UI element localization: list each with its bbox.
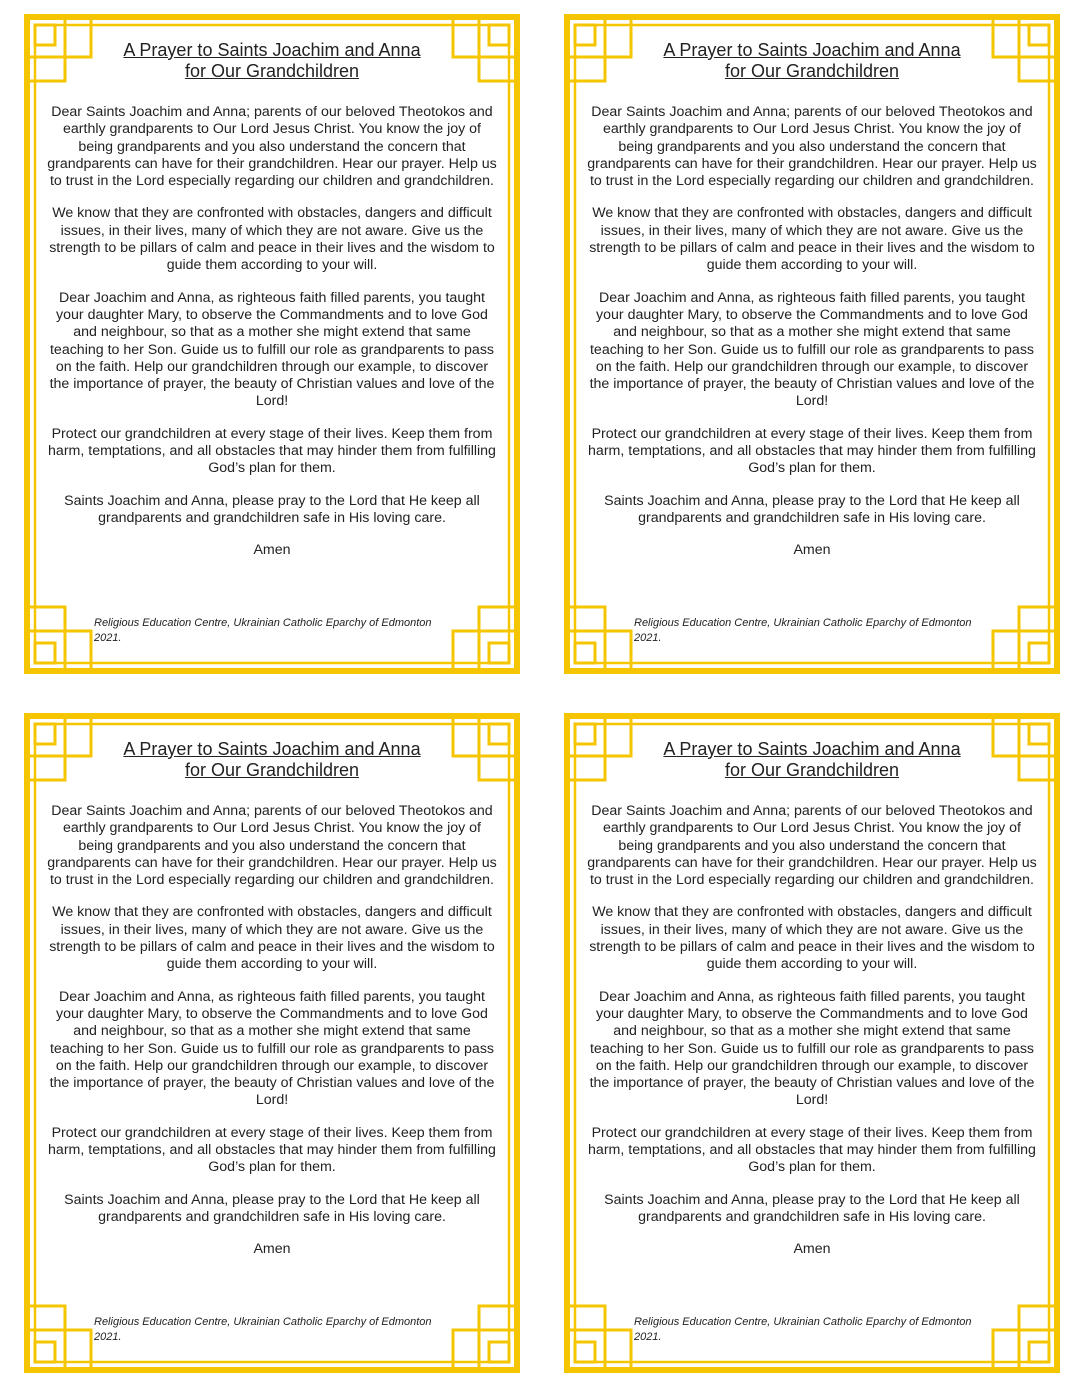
card-content [46,40,498,674]
prayer-body [46,803,498,1259]
title-line-2: for Our Grandchildren [184,760,360,780]
prayer-paragraph: Dear Saints Joachim and Anna; parents of our beloved Theotokos and earthly grandparents to Our Lord Jesus Christ. You know the joy of being grandparents and you also understand the concern that grandparents can have for their grandchildren. Hear our prayer. Help us to trust in the Lord especially regarding our children and grandchildren. [47,803,497,889]
prayer-paragraph: Protect our grandchildren at every stage of their lives. Keep them from harm, temptations, and all obstacles that may hinder them from fulfilling God’s plan for them. [48,425,496,477]
prayer-paragraph: Dear Joachim and Anna, as righteous faith filled parents, you taught your daughter Mary, to observe the Commandments and to love God and neighbour, so that as a mother she might extend that same teaching to her Son. Guide us to fulfill our role as grandparents to pass on the faith. Help our grandchildren through our example, to discover the importance of prayer, the beauty of Christian values and love of the Lord! [49,988,495,1109]
prayer-paragraph: Dear Saints Joachim and Anna; parents of our beloved Theotokos and earthly grandparents to Our Lord Jesus Christ. You know the joy of being grandparents and you also understand the concern that grandparents can have for their grandchildren. Hear our prayer. Help us to trust in the Lord especially regarding our children and grandchildren. [587,803,1037,889]
prayer-paragraph: Dear Saints Joachim and Anna; parents of our beloved Theotokos and earthly grandparents to Our Lord Jesus Christ. You know the joy of being grandparents and you also understand the concern that grandparents can have for their grandchildren. Hear our prayer. Help us to trust in the Lord especially regarding our children and grandchildren. [587,104,1037,190]
prayer-title [642,40,982,82]
card-content [586,40,1038,674]
prayer-card-1 [24,14,520,674]
card-content [586,739,1038,1373]
prayer-paragraph: Protect our grandchildren at every stage of their lives. Keep them from harm, temptations, and all obstacles that may hinder them from fulfilling God’s plan for them. [588,425,1036,477]
prayer-closing: Amen [793,542,831,559]
prayer-closing: Amen [793,1241,831,1258]
prayer-paragraph: We know that they are confronted with obstacles, dangers and difficult issues, in their lives, many of which they are not aware. Give us the strength to be pillars of calm and peace in their lives and the wisdom to guide them according to your will. [49,205,495,274]
credit-line: Religious Education Centre, Ukrainian Catholic Eparchy of Edmonton 2021. [634,1316,972,1343]
prayer-title [102,40,442,82]
prayer-body [586,104,1038,560]
prayer-paragraph: Protect our grandchildren at every stage of their lives. Keep them from harm, temptations, and all obstacles that may hinder them from fulfilling God’s plan for them. [588,1124,1036,1176]
title-line-1: A Prayer to Saints Joachim and Anna [663,40,961,60]
prayer-paragraph: Protect our grandchildren at every stage of their lives. Keep them from harm, temptations, and all obstacles that may hinder them from fulfilling God’s plan for them. [48,1124,496,1176]
prayer-paragraph: Dear Joachim and Anna, as righteous faith filled parents, you taught your daughter Mary, to observe the Commandments and to love God and neighbour, so that as a mother she might extend that same teaching to her Son. Guide us to fulfill our role as grandparents to pass on the faith. Help our grandchildren through our example, to discover the importance of prayer, the beauty of Christian values and love of the Lord! [49,289,495,410]
prayer-closing: Amen [253,1241,291,1258]
prayer-paragraph: Dear Joachim and Anna, as righteous faith filled parents, you taught your daughter Mary, to observe the Commandments and to love God and neighbour, so that as a mother she might extend that same teaching to her Son. Guide us to fulfill our role as grandparents to pass on the faith. Help our grandchildren through our example, to discover the importance of prayer, the beauty of Christian values and love of the Lord! [589,289,1035,410]
credit-line: Religious Education Centre, Ukrainian Catholic Eparchy of Edmonton 2021. [94,617,432,644]
title-line-2: for Our Grandchildren [724,760,900,780]
title-line-2: for Our Grandchildren [724,61,900,81]
prayer-card-2 [564,14,1060,674]
prayer-card-4 [564,713,1060,1373]
prayer-title [642,739,982,781]
prayer-paragraph: Saints Joachim and Anna, please pray to the Lord that He keep all grandparents and grandchildren safe in His loving care. [604,492,1020,526]
prayer-paragraph: Saints Joachim and Anna, please pray to the Lord that He keep all grandparents and grandchildren safe in His loving care. [604,1191,1020,1225]
title-line-1: A Prayer to Saints Joachim and Anna [123,40,421,60]
credit-line: Religious Education Centre, Ukrainian Catholic Eparchy of Edmonton 2021. [94,1316,432,1343]
card-content [46,739,498,1373]
prayer-body [46,104,498,560]
prayer-paragraph: We know that they are confronted with obstacles, dangers and difficult issues, in their lives, many of which they are not aware. Give us the strength to be pillars of calm and peace in their lives and the wisdom to guide them according to your will. [49,904,495,973]
prayer-paragraph: Dear Joachim and Anna, as righteous faith filled parents, you taught your daughter Mary, to observe the Commandments and to love God and neighbour, so that as a mother she might extend that same teaching to her Son. Guide us to fulfill our role as grandparents to pass on the faith. Help our grandchildren through our example, to discover the importance of prayer, the beauty of Christian values and love of the Lord! [589,988,1035,1109]
prayer-paragraph: We know that they are confronted with obstacles, dangers and difficult issues, in their lives, many of which they are not aware. Give us the strength to be pillars of calm and peace in their lives and the wisdom to guide them according to your will. [589,904,1035,973]
prayer-title [102,739,442,781]
title-line-2: for Our Grandchildren [184,61,360,81]
prayer-card-3 [24,713,520,1373]
prayer-paragraph: We know that they are confronted with obstacles, dangers and difficult issues, in their lives, many of which they are not aware. Give us the strength to be pillars of calm and peace in their lives and the wisdom to guide them according to your will. [589,205,1035,274]
prayer-paragraph: Dear Saints Joachim and Anna; parents of our beloved Theotokos and earthly grandparents to Our Lord Jesus Christ. You know the joy of being grandparents and you also understand the concern that grandparents can have for their grandchildren. Hear our prayer. Help us to trust in the Lord especially regarding our children and grandchildren. [47,104,497,190]
prayer-closing: Amen [253,542,291,559]
title-line-1: A Prayer to Saints Joachim and Anna [663,739,961,759]
prayer-paragraph: Saints Joachim and Anna, please pray to the Lord that He keep all grandparents and grandchildren safe in His loving care. [64,492,480,526]
prayer-paragraph: Saints Joachim and Anna, please pray to the Lord that He keep all grandparents and grandchildren safe in His loving care. [64,1191,480,1225]
title-line-1: A Prayer to Saints Joachim and Anna [123,739,421,759]
prayer-body [586,803,1038,1259]
credit-line: Religious Education Centre, Ukrainian Catholic Eparchy of Edmonton 2021. [634,617,972,644]
